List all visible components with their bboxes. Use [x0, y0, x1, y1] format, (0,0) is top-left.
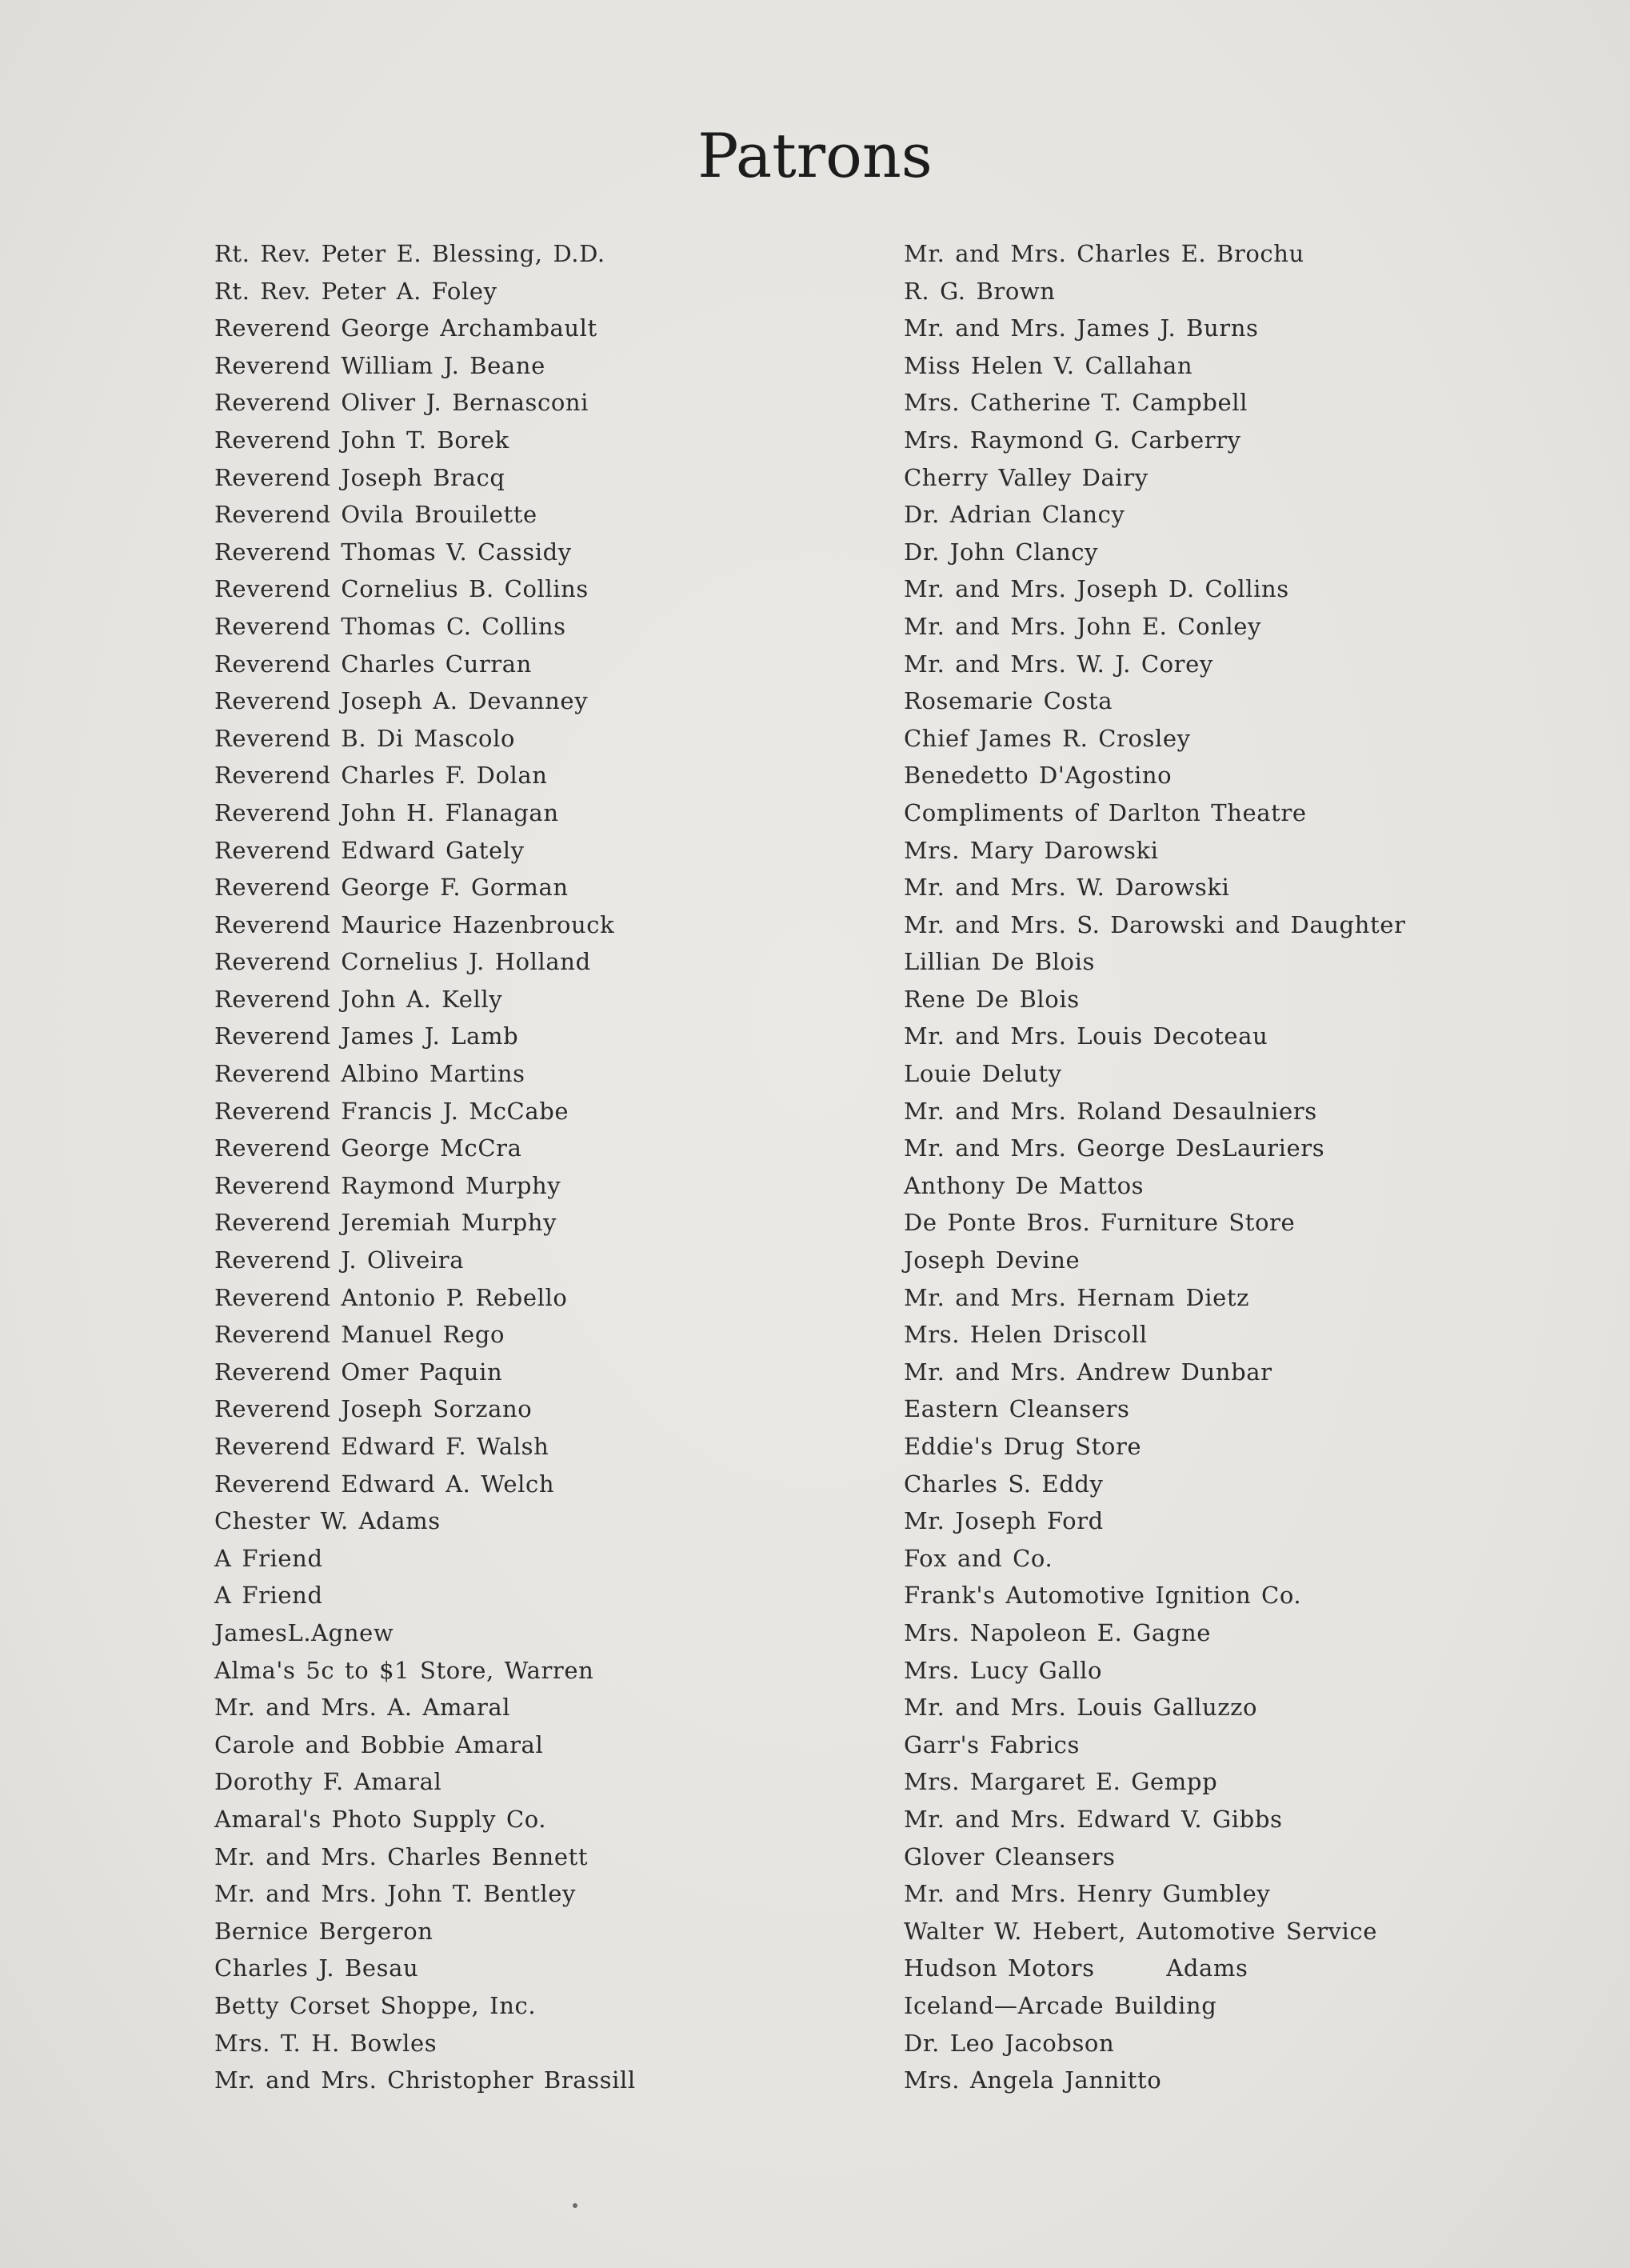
patron-entry: A Friend — [214, 1582, 323, 1610]
patron-entry: Dorothy F. Amaral — [214, 1768, 442, 1796]
patron-entry: Frank's Automotive Ignition Co. — [904, 1582, 1302, 1610]
patron-entry: Bernice Bergeron — [214, 1917, 433, 1945]
patron-entry: Reverend Edward Gately — [214, 836, 525, 864]
patron-entry: Mr. and Mrs. A. Amaral — [214, 1694, 511, 1722]
patron-entry: Reverend Edward A. Welch — [214, 1470, 555, 1498]
patron-entry: Rosemarie Costa — [904, 687, 1113, 715]
patron-entry: Reverend Charles F. Dolan — [214, 762, 548, 790]
patron-entry: Reverend George McCra — [214, 1134, 522, 1162]
patron-entry: Mr. and Mrs. Roland Desaulniers — [904, 1097, 1317, 1125]
patron-list-right — [904, 235, 1608, 2099]
patron-entry: Mr. and Mrs. John E. Conley — [904, 612, 1262, 640]
patron-entry: Mr. and Mrs. Christopher Brassill — [214, 2066, 636, 2094]
patron-entry: Reverend Jeremiah Murphy — [214, 1209, 557, 1237]
patron-entry: Reverend Maurice Hazenbrouck — [214, 910, 615, 938]
patron-entry: Mr. and Mrs. Edward V. Gibbs — [904, 1805, 1283, 1833]
patron-entry: Reverend William J. Beane — [214, 351, 545, 379]
patron-entry: Mrs. Helen Driscoll — [904, 1321, 1148, 1349]
patron-entry: Reverend Ovila Brouilette — [214, 501, 537, 529]
patron-entry: Joseph Devine — [904, 1246, 1081, 1274]
patron-entry: Amaral's Photo Supply Co. — [214, 1805, 547, 1833]
patron-entry: Chief James R. Crosley — [904, 724, 1191, 752]
patron-entry: Reverend Joseph Bracq — [214, 463, 505, 491]
patron-entry: Miss Helen V. Callahan — [904, 351, 1193, 379]
patron-entry: Dr. Adrian Clancy — [904, 501, 1125, 529]
patron-entry: Mr. and Mrs. W. J. Corey — [904, 650, 1213, 678]
patron-entry: Reverend George Archambault — [214, 314, 597, 342]
patron-entry: Eddie's Drug Store — [904, 1433, 1142, 1460]
patron-entry: Compliments of Darlton Theatre — [904, 798, 1307, 826]
patron-entry: Reverend Oliver J. Bernasconi — [214, 389, 589, 417]
patron-entry: Rt. Rev. Peter E. Blessing, D.D. — [214, 240, 605, 267]
patron-entry: Mr. Joseph Ford — [904, 1507, 1104, 1535]
patron-entry: JamesL.Agnew — [214, 1618, 394, 1646]
patron-entry: Mr. and Mrs. Joseph D. Collins — [904, 575, 1289, 603]
patron-entry: Glover Cleansers — [904, 1842, 1116, 1870]
patron-entry: Reverend Thomas V. Cassidy — [214, 538, 572, 566]
patron-entry: Mr. and Mrs. Louis Galluzzo — [904, 1694, 1258, 1722]
patron-entry: Reverend George F. Gorman — [214, 874, 569, 902]
patron-entry: Mrs. Lucy Gallo — [904, 1656, 1103, 1684]
patron-entry: Reverend John A. Kelly — [214, 985, 503, 1013]
patron-entry: Walter W. Hebert, Automotive Service — [904, 1917, 1377, 1945]
patron-entry: R. G. Brown — [904, 277, 1056, 305]
patron-entry: Rt. Rev. Peter A. Foley — [214, 277, 497, 305]
patron-entry: Mr. and Mrs. Charles E. Brochu — [904, 240, 1304, 267]
patron-entry: Fox and Co. — [904, 1544, 1053, 1572]
patron-entry: Anthony De Mattos — [904, 1171, 1145, 1199]
patron-entry: Carole and Bobbie Amaral — [214, 1730, 544, 1758]
patron-entry: Mr. and Mrs. John T. Bentley — [214, 1880, 577, 1908]
patron-entry: Mrs. Raymond G. Carberry — [904, 426, 1241, 454]
patron-entry: Mr. and Mrs. Louis Decoteau — [904, 1022, 1268, 1050]
patron-entry: Reverend John T. Borek — [214, 426, 509, 454]
patron-entry: Mr. and Mrs. S. Darowski and Daughter — [904, 910, 1406, 938]
patron-entry: Reverend Thomas C. Collins — [214, 612, 566, 640]
patron-entry: Reverend Charles Curran — [214, 650, 532, 678]
patron-entry: Chester W. Adams — [214, 1507, 441, 1535]
patron-entry: Mrs. Napoleon E. Gagne — [904, 1618, 1212, 1646]
patron-entry: Dr. John Clancy — [904, 538, 1099, 566]
patron-entry: Reverend Joseph A. Devanney — [214, 687, 589, 715]
patron-entry: Mrs. Margaret E. Gempp — [904, 1768, 1218, 1796]
patron-entry: Betty Corset Shoppe, Inc. — [214, 1991, 537, 2019]
patron-entry: Mr. and Mrs. James J. Burns — [904, 314, 1259, 342]
patron-entry: Cherry Valley Dairy — [904, 463, 1149, 491]
patron-entry: Reverend Cornelius B. Collins — [214, 575, 589, 603]
patron-list-left — [214, 235, 878, 2099]
patron-entry: Mr. and Mrs. W. Darowski — [904, 874, 1230, 902]
patron-entry: Alma's 5c to $1 Store, Warren — [214, 1656, 594, 1684]
patron-entry: Reverend B. Di Mascolo — [214, 724, 516, 752]
patron-entry: Reverend Omer Paquin — [214, 1358, 503, 1386]
patron-entry: Reverend Cornelius J. Holland — [214, 948, 591, 976]
patron-entry: Charles S. Eddy — [904, 1470, 1104, 1498]
patron-entry: Louie Deluty — [904, 1060, 1062, 1088]
patron-entry: Iceland—Arcade Building — [904, 1991, 1217, 2019]
patron-entry: Reverend Antonio P. Rebello — [214, 1283, 568, 1311]
patron-entry: A Friend — [214, 1544, 323, 1572]
patron-entry: Mrs. Catherine T. Campbell — [904, 389, 1248, 417]
patron-entry: Mrs. Mary Darowski — [904, 836, 1159, 864]
patron-entry: Charles J. Besau — [214, 1954, 419, 1982]
patron-entry: Reverend Joseph Sorzano — [214, 1395, 533, 1423]
patron-entry: Hudson Motors Adams — [904, 1954, 1248, 1982]
patron-entry: Reverend James J. Lamb — [214, 1022, 519, 1050]
patron-entry: Mr. and Mrs. Charles Bennett — [214, 1842, 589, 1870]
patron-entry: Mr. and Mrs. Andrew Dunbar — [904, 1358, 1272, 1386]
patron-entry: Reverend Albino Martins — [214, 1060, 525, 1088]
patron-entry: Garr's Fabrics — [904, 1730, 1080, 1758]
patron-entry: Lillian De Blois — [904, 948, 1095, 976]
patron-entry: Reverend Francis J. McCabe — [214, 1097, 569, 1125]
patron-entry: De Ponte Bros. Furniture Store — [904, 1209, 1296, 1237]
patron-entry: Reverend Edward F. Walsh — [214, 1433, 549, 1460]
patron-entry: Dr. Leo Jacobson — [904, 2029, 1115, 2057]
paper-speck — [573, 2203, 577, 2208]
patron-entry: Eastern Cleansers — [904, 1395, 1130, 1423]
patron-entry: Rene De Blois — [904, 985, 1080, 1013]
patron-entry: Reverend John H. Flanagan — [214, 798, 559, 826]
patron-entry: Reverend Raymond Murphy — [214, 1171, 561, 1199]
page-title: Patrons — [697, 120, 933, 191]
patron-entry: Reverend Manuel Rego — [214, 1321, 505, 1349]
patron-entry: Mr. and Mrs. George DesLauriers — [904, 1134, 1325, 1162]
patron-entry: Reverend J. Oliveira — [214, 1246, 465, 1274]
patron-entry: Mr. and Mrs. Henry Gumbley — [904, 1880, 1271, 1908]
patron-entry: Mr. and Mrs. Hernam Dietz — [904, 1283, 1250, 1311]
patron-entry: Benedetto D'Agostino — [904, 762, 1173, 790]
patron-entry: Mrs. Angela Jannitto — [904, 2066, 1162, 2094]
patron-entry: Mrs. T. H. Bowles — [214, 2029, 437, 2057]
